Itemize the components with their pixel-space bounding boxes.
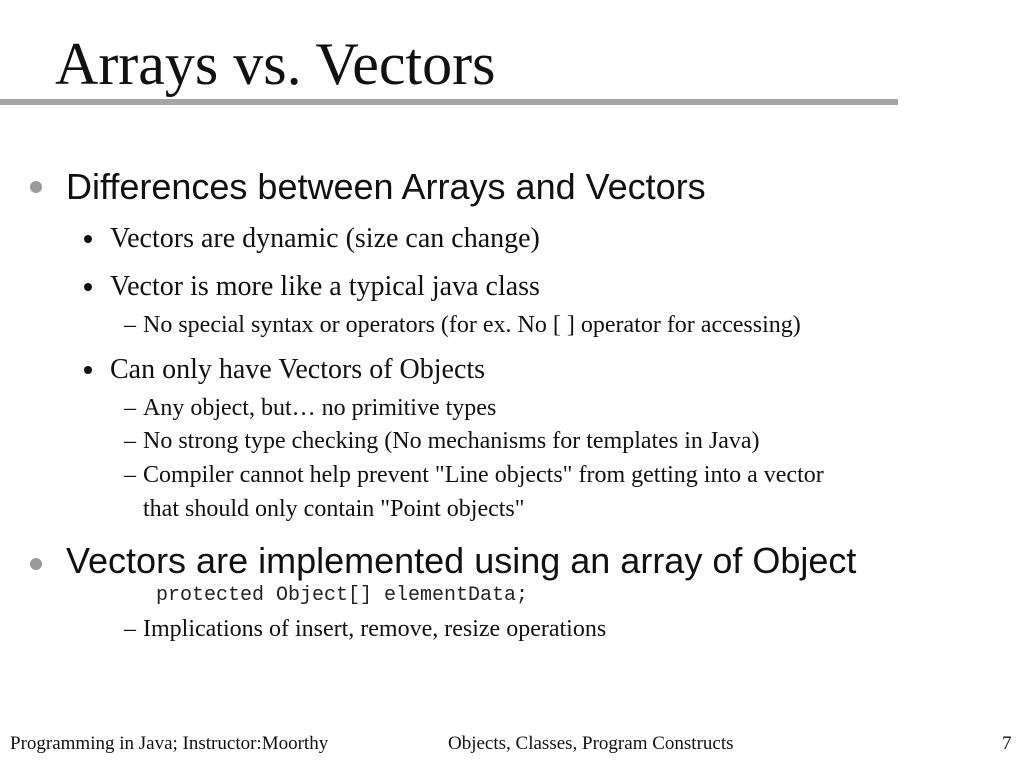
detail-no-special-syntax: No special syntax or operators (for ex. No [ ] operator for accessing)	[143, 312, 801, 338]
bullet-dot-icon	[84, 235, 92, 243]
dash-icon: –	[124, 395, 136, 421]
footer-topic: Objects, Classes, Program Constructs	[448, 733, 734, 754]
sub-bullet-vectors-of-objects: Can only have Vectors of Objects	[110, 354, 486, 385]
dash-icon: –	[124, 462, 136, 488]
bullet-dot-icon	[30, 558, 42, 570]
bullet-dot-icon	[84, 283, 92, 291]
slide-title: Arrays vs. Vectors	[55, 31, 496, 97]
dash-icon: –	[124, 428, 136, 454]
sub-bullet-dynamic: Vectors are dynamic (size can change)	[110, 223, 540, 254]
dash-icon: –	[124, 312, 136, 338]
footer-page-number: 7	[1002, 733, 1012, 754]
sub-bullet-java-class: Vector is more like a typical java class	[110, 271, 540, 302]
detail-implications: Implications of insert, remove, resize operations	[143, 616, 607, 642]
bullet-dot-icon	[84, 366, 92, 374]
detail-any-object: Any object, but… no primitive types	[143, 395, 497, 421]
bullet-dot-icon	[30, 181, 42, 193]
bullet-implementation: Vectors are implemented using an array of Object	[66, 540, 857, 581]
title-underline	[0, 99, 898, 105]
detail-no-type-checking: No strong type checking (No mechanisms for templates in Java)	[143, 428, 760, 454]
footer-course: Programming in Java; Instructor:Moorthy	[10, 733, 329, 754]
detail-compiler-continuation: that should only contain "Point objects"	[143, 496, 525, 522]
detail-compiler: Compiler cannot help prevent "Line objects" from getting into a vector	[143, 462, 824, 488]
code-snippet: protected Object[] elementData;	[156, 584, 529, 607]
dash-icon: –	[124, 616, 136, 642]
bullet-differences: Differences between Arrays and Vectors	[66, 166, 706, 207]
